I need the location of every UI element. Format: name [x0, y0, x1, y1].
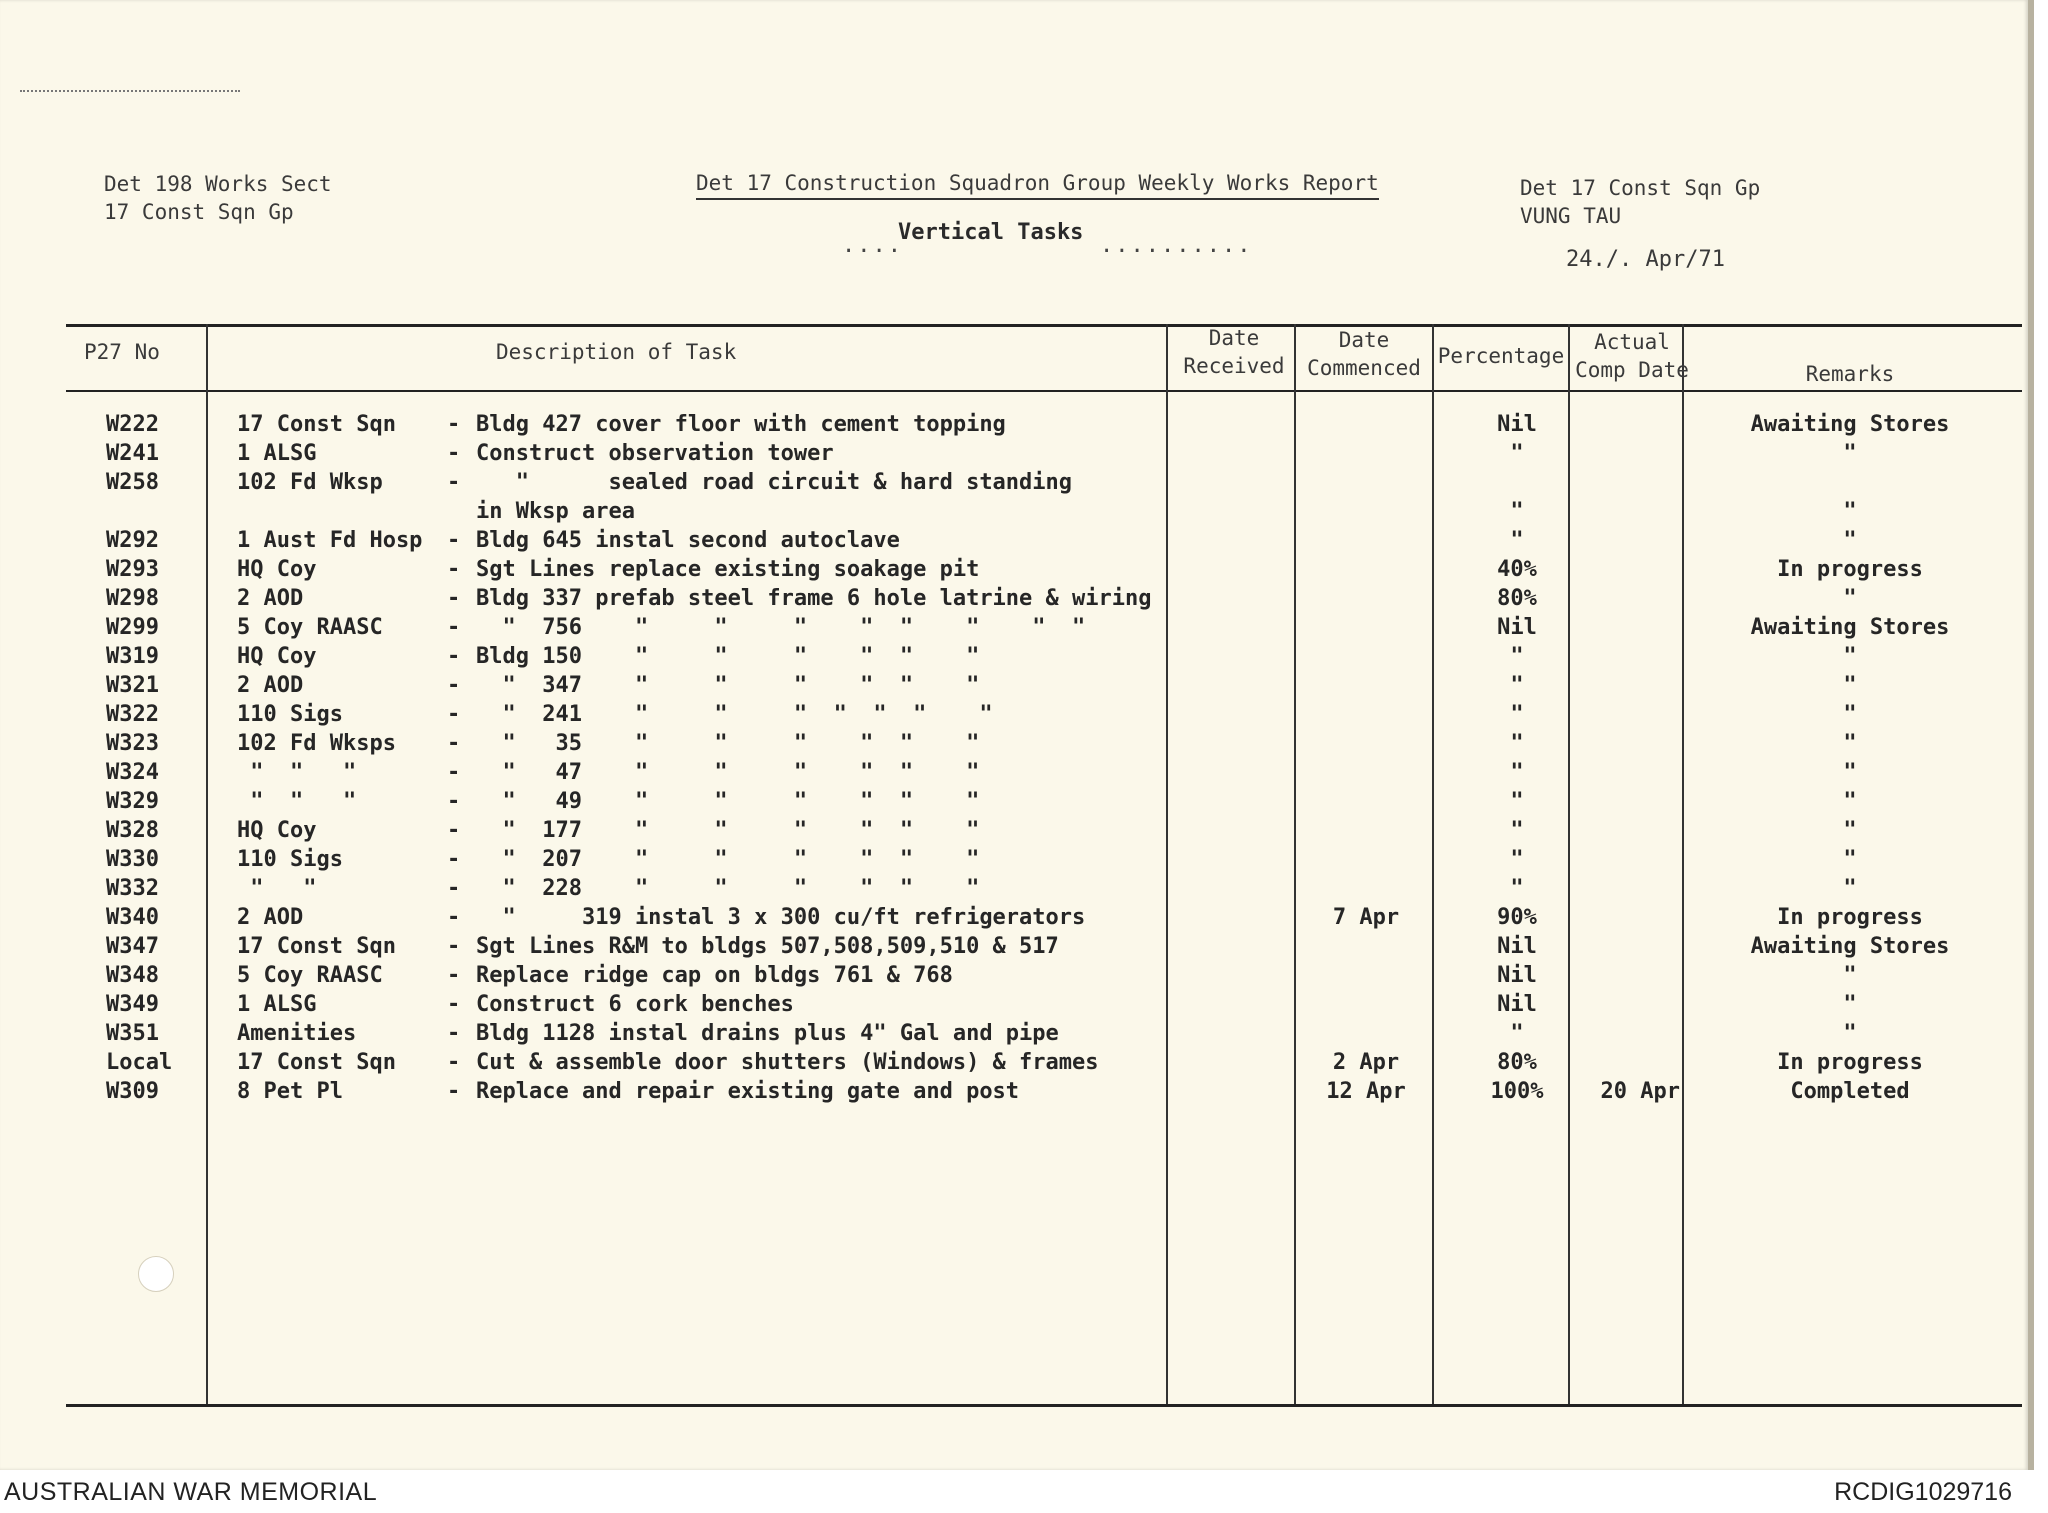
row-percentage: Nil [1497, 412, 1537, 437]
row-p27-no: W351 [106, 1021, 159, 1046]
row-p27-no: W222 [106, 412, 159, 437]
row-remarks: " [1843, 876, 1857, 901]
row-percentage: " [1510, 876, 1524, 901]
row-percentage: 80% [1497, 1050, 1537, 1075]
row-description: " 207 " " " " " " [476, 847, 980, 872]
row-description: " sealed road circuit & hard standing [476, 470, 1073, 495]
row-description: Bldg 150 " " " " " " [476, 644, 980, 669]
row-p27-no: W332 [106, 876, 159, 901]
row-p27-no: W299 [106, 615, 159, 640]
row-p27-no: W293 [106, 557, 159, 582]
table-row [0, 470, 2028, 499]
row-unit: 17 Const Sqn [237, 1050, 396, 1075]
row-p27-no: W328 [106, 818, 159, 843]
row-p27-no: W347 [106, 934, 159, 959]
header-date-commenced [1296, 326, 1432, 382]
row-remarks: " [1843, 731, 1857, 756]
sender-line-1: Det 198 Works Sect [104, 172, 332, 196]
row-p27-no: W324 [106, 760, 159, 785]
table-row [0, 528, 2028, 557]
row-unit: " " " [237, 789, 357, 814]
row-p27-no: W349 [106, 992, 159, 1017]
row-dash: - [447, 731, 461, 756]
row-percentage: 80% [1497, 586, 1537, 611]
row-percentage: Nil [1497, 934, 1537, 959]
row-description: " 241 " " " " " " " [476, 702, 993, 727]
row-actual-comp-date: 20 Apr [1600, 1079, 1680, 1104]
row-description: Sgt Lines R&M to bldgs 507,508,509,510 & 517 [476, 934, 1059, 959]
header-date-commenced-line2: Commenced [1307, 356, 1421, 380]
row-dash: - [447, 963, 461, 988]
table-bottom-rule [66, 1404, 2022, 1407]
row-percentage: " [1510, 644, 1524, 669]
row-percentage: " [1510, 702, 1524, 727]
row-unit: 2 AOD [237, 905, 304, 930]
unit-line-1: Det 17 Const Sqn Gp [1520, 176, 1761, 200]
row-unit: 102 Fd Wksps [237, 731, 396, 756]
row-remarks: In progress [1777, 557, 1923, 582]
table-row [0, 673, 2028, 702]
row-dash: - [447, 702, 461, 727]
punch-hole [138, 1256, 174, 1292]
row-dash: - [447, 441, 461, 466]
row-dash: - [447, 760, 461, 785]
row-remarks: " [1843, 992, 1857, 1017]
row-dash: - [447, 528, 461, 553]
table-row [0, 1021, 2028, 1050]
row-p27-no: W348 [106, 963, 159, 988]
row-unit: " " [237, 876, 317, 901]
row-unit: HQ Coy [237, 644, 317, 669]
row-date-commenced: 7 Apr [1332, 905, 1400, 930]
row-description: Replace and repair existing gate and post [476, 1079, 1020, 1104]
row-remarks: " [1843, 847, 1857, 872]
table-row [0, 586, 2028, 615]
row-dash: - [447, 876, 461, 901]
header-remarks: Remarks [1805, 362, 1895, 386]
report-title: Det 17 Construction Squadron Group Weekly Works Report [696, 170, 1379, 200]
row-p27-no: W258 [106, 470, 159, 495]
table-row [0, 412, 2028, 441]
row-percentage: " [1510, 528, 1524, 553]
header-actual-comp-date [1570, 328, 1694, 384]
row-remarks: Awaiting Stores [1750, 934, 1950, 959]
footer-record-id: RCDIG1029716 [1834, 1478, 2012, 1506]
header-actual-line1: Actual [1594, 330, 1670, 354]
header-description: Description of Task [496, 340, 737, 364]
row-p27-no: W319 [106, 644, 159, 669]
row-description: Bldg 427 cover floor with cement topping [476, 412, 1006, 437]
row-percentage: " [1510, 441, 1524, 466]
row-unit: Amenities [237, 1021, 357, 1046]
row-dash: - [447, 1079, 461, 1104]
table-row [0, 731, 2028, 760]
row-dash: - [447, 557, 461, 582]
row-description: Construct observation tower [476, 441, 834, 466]
row-p27-no: W298 [106, 586, 159, 611]
table-row [0, 441, 2028, 470]
row-description: " 319 instal 3 x 300 cu/ft refrigerators [476, 905, 1086, 930]
row-unit: 17 Const Sqn [237, 934, 396, 959]
row-remarks: " [1843, 702, 1857, 727]
row-description: Cut & assemble door shutters (Windows) & frames [476, 1050, 1099, 1075]
row-p27-no: W241 [106, 441, 159, 466]
row-unit: 8 Pet Pl [237, 1079, 343, 1104]
table-top-rule [66, 324, 2022, 327]
row-dash: - [447, 818, 461, 843]
header-date-commenced-line1: Date [1338, 328, 1390, 352]
row-unit: 2 AOD [237, 586, 304, 611]
row-remarks: " [1843, 528, 1857, 553]
row-remarks: " [1843, 818, 1857, 843]
header-actual-line2: Comp Date [1575, 358, 1689, 382]
report-date: 24./. Apr/71 [1566, 247, 1725, 272]
row-dash: - [447, 992, 461, 1017]
header-percentage: Percentage [1437, 344, 1565, 368]
row-percentage: " [1510, 789, 1524, 814]
row-unit: 5 Coy RAASC [237, 615, 383, 640]
table-row [0, 963, 2028, 992]
row-percentage: " [1510, 499, 1524, 524]
table-row [0, 992, 2028, 1021]
row-percentage: 100% [1490, 1079, 1544, 1104]
table-row [0, 818, 2028, 847]
row-remarks: " [1843, 963, 1857, 988]
table-row [0, 1079, 2028, 1108]
row-p27-no: W309 [106, 1079, 159, 1104]
row-description: " 47 " " " " " " [476, 760, 980, 785]
row-unit: 1 Aust Fd Hosp [237, 528, 423, 553]
row-description: Replace ridge cap on bldgs 761 & 768 [476, 963, 953, 988]
row-dash: - [447, 412, 461, 437]
row-percentage: Nil [1497, 615, 1537, 640]
row-remarks: " [1843, 760, 1857, 785]
row-dash: - [447, 673, 461, 698]
row-description: " 177 " " " " " " [476, 818, 980, 843]
row-percentage: " [1510, 731, 1524, 756]
row-remarks: " [1843, 1021, 1857, 1046]
row-percentage: 90% [1497, 905, 1537, 930]
row-unit: 2 AOD [237, 673, 304, 698]
row-unit: 5 Coy RAASC [237, 963, 383, 988]
row-percentage: 40% [1497, 557, 1537, 582]
row-remarks: Completed [1790, 1079, 1910, 1104]
row-remarks: " [1843, 499, 1857, 524]
row-p27-no: W340 [106, 905, 159, 930]
row-remarks: Awaiting Stores [1750, 615, 1950, 640]
row-dash: - [447, 615, 461, 640]
header-date-received-line1: Date [1208, 326, 1260, 350]
row-remarks: " [1843, 441, 1857, 466]
header-date-received [1172, 324, 1296, 380]
row-description: " 35 " " " " " " [476, 731, 980, 756]
subtitle-dots-right: .......... [1100, 233, 1253, 258]
row-remarks: In progress [1777, 905, 1923, 930]
table-row [0, 499, 2028, 528]
table-row [0, 644, 2028, 673]
row-unit: 102 Fd Wksp [237, 470, 383, 495]
row-percentage: Nil [1497, 992, 1537, 1017]
row-description: " 756 " " " " " " " " [476, 615, 1086, 640]
row-remarks: " [1843, 673, 1857, 698]
row-percentage: Nil [1497, 963, 1537, 988]
row-percentage: " [1510, 760, 1524, 785]
row-percentage: " [1510, 1021, 1524, 1046]
row-date-commenced: 2 Apr [1332, 1050, 1400, 1075]
row-remarks: Awaiting Stores [1750, 412, 1950, 437]
row-description: Construct 6 cork benches [476, 992, 794, 1017]
table-header-rule [66, 390, 2022, 392]
row-dash: - [447, 644, 461, 669]
table-row [0, 789, 2028, 818]
report-subtitle: Vertical Tasks [898, 220, 1084, 245]
header-p27-no: P27 No [84, 340, 160, 364]
row-description: Bldg 645 instal second autoclave [476, 528, 900, 553]
top-dotted-line [20, 90, 240, 94]
row-remarks: " [1843, 644, 1857, 669]
row-dash: - [447, 1021, 461, 1046]
table-row [0, 702, 2028, 731]
row-unit: 17 Const Sqn [237, 412, 396, 437]
row-p27-no: W329 [106, 789, 159, 814]
sender-line-2: 17 Const Sqn Gp [104, 200, 294, 224]
row-dash: - [447, 1050, 461, 1075]
row-description: in Wksp area [476, 499, 635, 524]
row-dash: - [447, 789, 461, 814]
row-p27-no: W323 [106, 731, 159, 756]
row-description: Bldg 337 prefab steel frame 6 hole latrine & wiring [476, 586, 1152, 611]
subtitle-dots-left: .... [842, 233, 903, 258]
row-dash: - [447, 934, 461, 959]
row-p27-no: W330 [106, 847, 159, 872]
header-date-received-line2: Received [1183, 354, 1285, 378]
row-dash: - [447, 905, 461, 930]
row-remarks: In progress [1777, 1050, 1923, 1075]
footer-archive-name: AUSTRALIAN WAR MEMORIAL [4, 1478, 378, 1506]
table-row [0, 615, 2028, 644]
row-dash: - [447, 847, 461, 872]
row-unit: HQ Coy [237, 818, 317, 843]
row-p27-no: W321 [106, 673, 159, 698]
row-unit: 110 Sigs [237, 847, 343, 872]
row-p27-no: W292 [106, 528, 159, 553]
row-unit: 1 ALSG [237, 992, 317, 1017]
row-description: " 49 " " " " " " [476, 789, 980, 814]
table-row [0, 876, 2028, 905]
row-date-commenced: 12 Apr [1326, 1079, 1406, 1104]
row-remarks: " [1843, 789, 1857, 814]
row-percentage: " [1510, 847, 1524, 872]
row-description: " 347 " " " " " " [476, 673, 980, 698]
row-p27-no: Local [106, 1050, 173, 1075]
unit-line-2: VUNG TAU [1520, 204, 1622, 228]
row-unit: HQ Coy [237, 557, 317, 582]
row-description: " 228 " " " " " " [476, 876, 980, 901]
row-percentage: " [1510, 673, 1524, 698]
row-unit: 110 Sigs [237, 702, 343, 727]
table-row [0, 557, 2028, 586]
table-row [0, 847, 2028, 876]
row-dash: - [447, 586, 461, 611]
row-p27-no: W322 [106, 702, 159, 727]
row-remarks: " [1843, 586, 1857, 611]
row-description: Sgt Lines replace existing soakage pit [476, 557, 980, 582]
row-dash: - [447, 470, 461, 495]
row-unit: " " " [237, 760, 357, 785]
row-percentage: " [1510, 818, 1524, 843]
table-row [0, 760, 2028, 789]
table-row [0, 934, 2028, 963]
row-description: Bldg 1128 instal drains plus 4" Gal and pipe [476, 1021, 1059, 1046]
table-row [0, 1050, 2028, 1079]
row-unit: 1 ALSG [237, 441, 317, 466]
table-row [0, 905, 2028, 934]
